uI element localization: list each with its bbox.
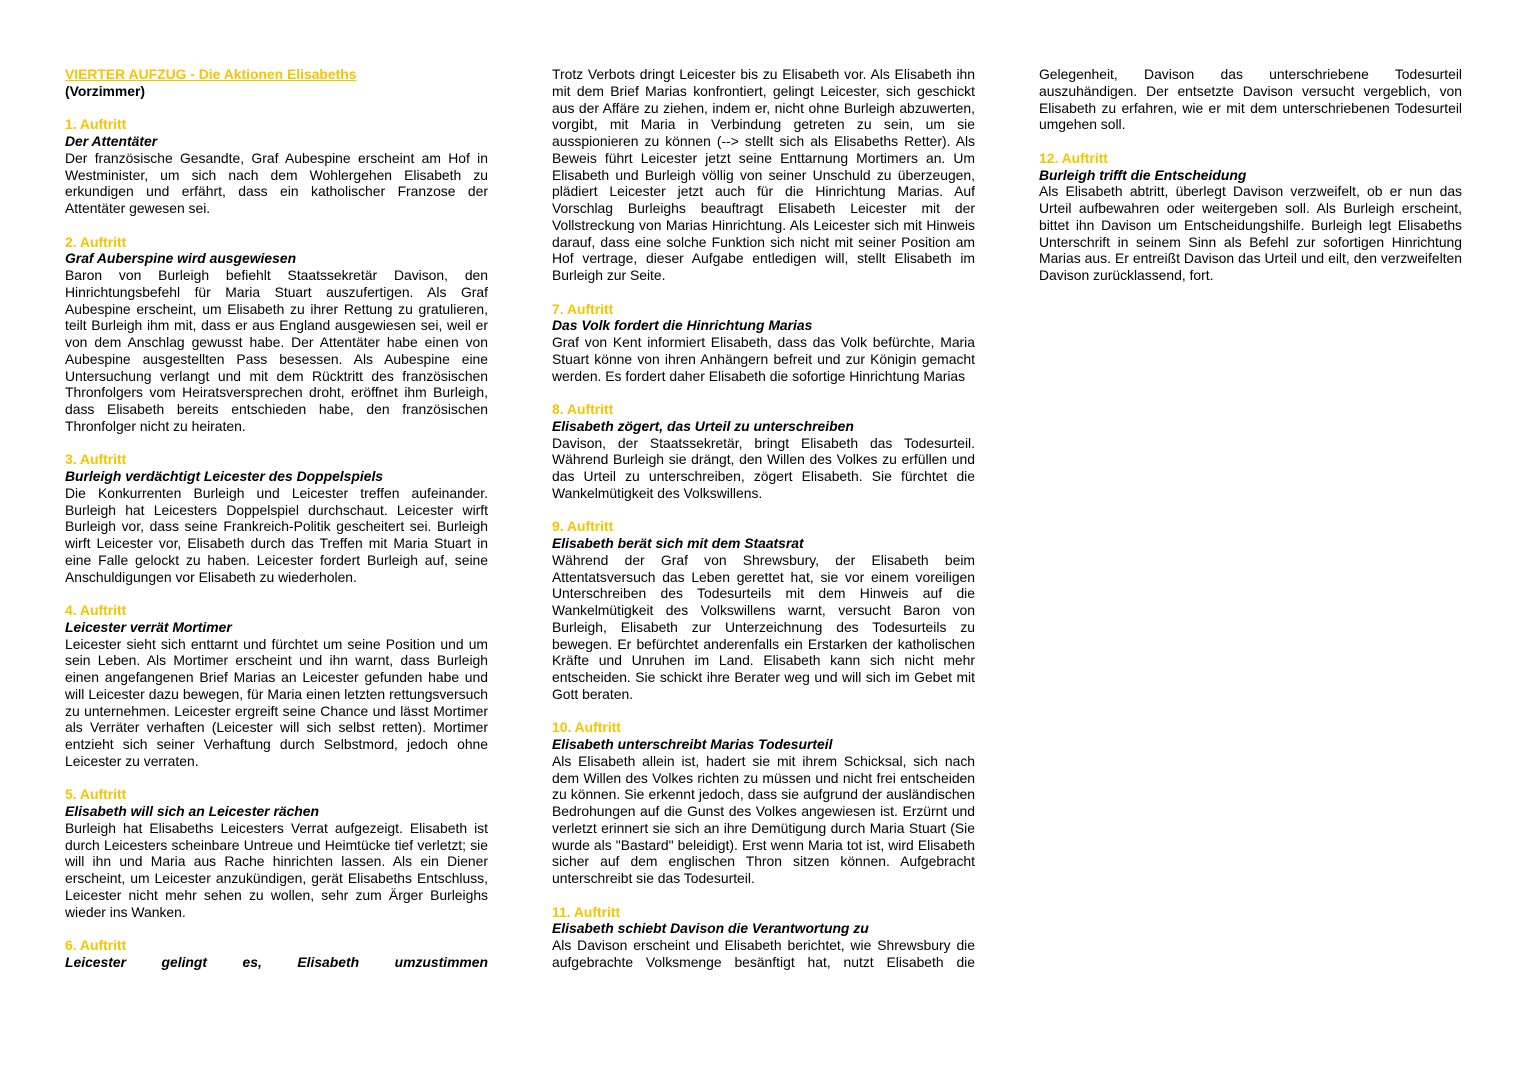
section-heading: 1. Auftritt [65,116,127,133]
section-subtitle: Elisabeth schiebt Davison die Verantwortung zu [552,920,869,937]
section-auftritt-4 [65,602,488,770]
section-heading: 5. Auftritt [65,786,127,803]
section-auftritt-2 [65,234,488,435]
section-auftritt-10 [552,719,975,887]
section-body: Baron von Burleigh befiehlt Staatssekretär Davison, den Hinrichtungsbefehl für Maria Stuart auszufertigen. Als Graf Aubespine erscheint, um Elisabeth zu ihrer Rettung zu gratulieren, teilt Burleigh ihm mit, dass er aus England ausgewiesen sei, weil er von dem Anschlag gewusst habe. Der Attentäter habe einen von Aubespine ausgestellten Pass besessen. Als Aubespine eine Untersuchung verlangt und mit dem Rücktritt des französischen Thronfolgers vom Heiratsversprechen droht, eröffnet ihm Burleigh, dass Elisabeth bereits entschieden habe, den französischen Thronfolger nicht zu heiraten. [65,267,488,434]
section-body: Als Elisabeth abtritt, überlegt Davison verzweifelt, ob er nun das Urteil aufbewahren oder weitergeben soll. Als Burleigh erscheint, bittet ihn Davison um Entscheidungshilfe. Burleigh legt Elisabeths Unterschrift in seinem Sinn als Befehl zur sofortigen Hinrichtung Marias aus. Er entreißt Davison das Urteil und eilt, den verzweifelten Davison zurücklassend, fort. [1039,183,1462,283]
section-body: Graf von Kent informiert Elisabeth, dass das Volk befürchte, Maria Stuart könne von ihren Anhängern befreit und zur Königin gemacht werden. Es fordert daher Elisabeth die sofortige Hinrichtung Marias [552,334,975,384]
section-auftritt-7 [552,301,975,385]
section-body: Gelegenheit, Davison das unterschriebene Todesurteil auszuhändigen. Der entsetzte Davison versucht vergeblich, von Elisabeth zu erfahren, wie er mit dem unterschriebenen Todesurteil umgehen soll. [1039,66,1462,133]
section-body: Trotz Verbots dringt Leicester bis zu Elisabeth vor. Als Elisabeth ihn mit dem Brief Marias konfrontiert, gelingt Leicester, sich geschickt aus der Affäre zu ziehen, indem er, nicht ohne Burleigh abzuwerten, vorgibt, mit Maria in Verbindung getreten zu sein, um sie ausspionieren zu können (--> stellt sich als Elisabeths Retter). Als Beweis führt Leicester jetzt seine Enttarnung Mortimers an. Um Elisabeth und Burleigh völlig von seiner Unschuld zu überzeugen, plädiert Leicester jetzt auch für die Hinrichtung Marias. Auf Vorschlag Burleighs beauftragt Elisabeth Leicester mit der Vollstreckung von Marias Hinrichtung. Als Leicester sich mit Hinweis darauf, dass eine solche Funktion sich nicht mit seiner Position am Hof vertrage, dieser Aufgabe entledigen will, stellt Elisabeth im Burleigh zur Seite. [552,66,975,283]
section-heading: 2. Auftritt [65,233,127,250]
section-heading: 6. Auftritt [65,937,127,953]
section-auftritt-1 [65,116,488,217]
section-auftritt-6-body [552,66,975,284]
section-subtitle: Burleigh verdächtigt Leicester des Doppelspiels [65,468,384,484]
section-auftritt-12 [1039,150,1462,284]
section-subtitle: Elisabeth will sich an Leicester rächen [65,803,319,819]
section-body: Als Elisabeth allein ist, hadert sie mit ihrem Schicksal, sich nach dem Willen des Volkes richten zu müssen und nicht frei entscheiden zu können. Sie erkennt jedoch, dass sie aufgrund der ausländischen Bedrohungen auf die Gunst des Volkes angewiesen ist. Erzürnt und verletzt erinnert sie sich an ihre Demütigung durch Maria Stuart (Sie wurde als "Bastard" beleidigt). Erst wenn Maria tot ist, wird Elisabeth sicher auf dem englischen Thron sitzen können. Aufgebracht unterschreibt sie das Todesurteil. [552,752,975,886]
section-subtitle: Elisabeth zögert, das Urteil zu unterschreiben [552,417,854,434]
section-subtitle: Elisabeth berät sich mit dem Staatsrat [552,535,804,551]
section-body: Davison, der Staatssekretär, bringt Elisabeth das Todesurteil. Während Burleigh sie drängt, den Willen des Volkes zu erfüllen und das Urteil zu unterschreiben, zögert Elisabeth. Sie fürchtet die Wankelmütigkeit des Volkswillens. [552,434,975,501]
section-auftritt-5 [65,786,488,920]
section-subtitle: Der Attentäter [65,133,158,149]
section-auftritt-9 [552,518,975,702]
section-body: Als Davison erscheint und Elisabeth berichtet, wie Shrewsbury die aufgebrachte Volksmenge besänftigt hat, nutzt Elisabeth die [552,937,975,970]
section-heading: 7. Auftritt [552,300,614,317]
section-heading: 3. Auftritt [65,451,127,468]
section-subtitle: Leicester verrät Mortimer [65,618,232,635]
section-subtitle: Burleigh trifft die Entscheidung [1039,166,1247,183]
section-heading: 9. Auftritt [552,518,614,535]
section-auftritt-11 [552,904,975,971]
column-2 [552,66,975,987]
section-body: Während der Graf von Shrewsbury, der Elisabeth beim Attentatsversuch das Leben gerettet hat, sie vor einem voreiligen Unterschreiben des Todesurteils mit dem Hinweis auf die Wankelmütigkeit des Volkswillens warnt, versucht Baron von Burleigh, Elisabeth zur Unterzeichnung des Todesurteils zu bewegen. Er befürchtet anderenfalls ein Erstarken der katholischen Kräfte und Unruhen im Land. Elisabeth kann sich nicht mehr entscheiden. Sie schickt ihre Berater weg und will sich im Gebet mit Gott beraten. [552,551,975,702]
section-heading: 12. Auftritt [1039,149,1108,166]
section-auftritt-8 [552,401,975,502]
section-subtitle: Leicester gelingt es, Elisabeth umzustimmen [65,953,488,970]
section-body: Die Konkurrenten Burleigh und Leicester treffen aufeinander. Burleigh hat Leicesters Doppelspiel durchschaut. Leicester wirft Burleigh vor, dass seine Frankreich-Politik gescheitert sei. Burleigh wirft Leicester vor, Elisabeth durch das Treffen mit Maria Stuart in eine Falle gelockt zu haben. Leicester fordert Burleigh auf, seine Anschuldigungen vor Elisabeth zu wiederholen. [65,484,488,585]
section-auftritt-6-header [65,937,488,971]
section-subtitle: Elisabeth unterschreibt Marias Todesurteil [552,736,833,752]
section-heading: 10. Auftritt [552,719,621,736]
section-auftritt-11-continued [1039,66,1462,133]
section-heading: 11. Auftritt [552,903,621,920]
column-3 [1039,66,1462,301]
section-body: Burleigh hat Elisabeths Leicesters Verrat aufgezeigt. Elisabeth ist durch Leicesters scheinbare Untreue und Heimtücke tief verletzt; sie will ihn und Maria aus Rache hinrichten lassen. Als ein Diener erscheint, um Leicester anzukündigen, gerät Elisabeths Entschluss, Leicester nicht mehr sehen zu wollen, sehr zum Ärger Burleighs wieder ins Wanken. [65,819,488,920]
section-body: Der französische Gesandte, Graf Aubespine erscheint am Hof in Westminister, um sich nach dem Wohlergehen Elisabeth zu erkundigen und erfährt, dass ein katholischer Franzose der Attentäter gewesen sei. [65,149,488,216]
section-subtitle: Graf Auberspine wird ausgewiesen [65,250,297,267]
section-auftritt-3 [65,451,488,585]
section-heading: 8. Auftritt [552,401,614,417]
section-subtitle: Das Volk fordert die Hinrichtung Marias [552,317,813,334]
section-body: Leicester sieht sich enttarnt und fürchtet um seine Position und um sein Leben. Als Mortimer erscheint und ihn warnt, dass Burleigh einen angefangenen Brief Marias an Leicester gefunden habe und will Leicester dazu bewegen, für Maria einen letzten rettungsversuch zu unternehmen. Leicester ergreift seine Chance und lässt Mortimer als Verräter verhaften (Leicester will sich selbst retten). Mortimer entzieht sich seiner Verhaftung durch Selbstmord, jedoch ohne Leicester zu verraten. [65,635,488,769]
column-1 [65,66,488,987]
section-heading: 4. Auftritt [65,602,127,618]
document-subtitle: (Vorzimmer) [65,82,146,99]
document-title: VIERTER AUFZUG - Die Aktionen Elisabeths [65,66,357,82]
